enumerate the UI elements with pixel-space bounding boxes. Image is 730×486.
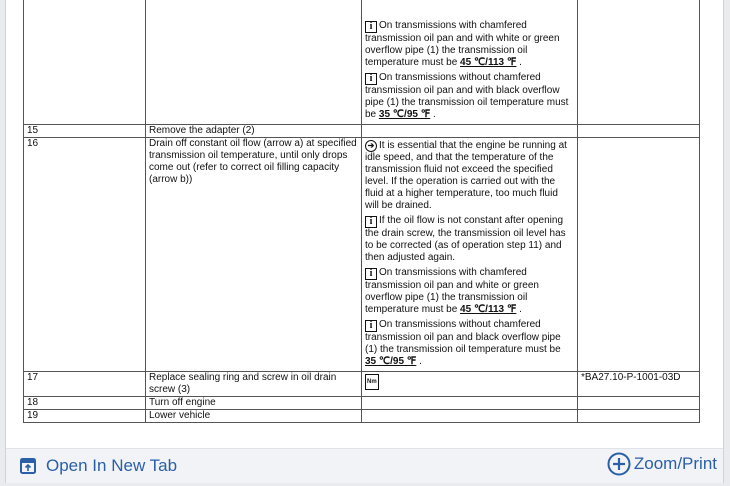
temperature-value[interactable]: 35 ℃/95 ℉	[365, 356, 417, 367]
zoom-print-button[interactable]	[607, 452, 717, 476]
note-text: It is essential that the engine be running at idle speed, and that the temperature of the transmission fluid not exceed the specified level. If the operation is carried out with the fluid at a higher temperature, too much fluid will be drained.	[365, 140, 567, 211]
note-text: On transmissions with chamfered transmission oil pan and with white or green overflow pipe (1) the transmission oil temperature must be	[365, 20, 560, 68]
note: i On transmissions without chamfered transmission oil pan and black overflow pipe (1) the transmission oil temperature must be 35 ℃/95 ℉ .	[365, 319, 561, 367]
open-in-new-tab-link[interactable]	[20, 456, 177, 476]
step-notes	[362, 125, 578, 138]
procedure-table	[23, 0, 700, 423]
zoom-print-label: Zoom/Print	[633, 454, 717, 473]
step-reference[interactable]	[578, 410, 700, 423]
step-action: Drain off constant oil flow (arrow a) at specified transmission oil temperature, until only drops come out (refer to correct oil filling capacity (arrow b))	[146, 138, 362, 372]
table-row	[24, 125, 700, 138]
step-notes	[362, 138, 578, 372]
temperature-value[interactable]: 35 ℃/95 ℉	[378, 109, 431, 120]
table-row	[24, 138, 700, 372]
step-notes	[362, 372, 578, 397]
note	[365, 140, 574, 212]
step-reference[interactable]	[578, 138, 700, 372]
step-action: Replace sealing ring and screw in oil drain screw (3)	[146, 372, 362, 397]
note-text: On transmissions without chamfered transmission oil pan and with black overflow pipe (1) the transmission oil temperature must be	[365, 72, 569, 120]
step-reference[interactable]: *BA27.10-P-1001-03D	[578, 372, 700, 397]
step-number: 15	[24, 125, 146, 138]
step-number: 18	[24, 397, 146, 410]
step-reference[interactable]	[578, 0, 700, 125]
temperature-value[interactable]: 45 ℃/113 ℉	[460, 57, 517, 68]
step-number: 17	[24, 372, 146, 397]
open-new-tab-icon	[20, 458, 36, 474]
note-text: On transmissions without chamfered transmission oil pan and black overflow pipe (1) the transmission oil temperature must be	[365, 319, 561, 355]
open-in-new-tab-label: Open In New Tab	[46, 456, 178, 475]
note: i On transmissions with chamfered transmission oil pan and white or green overflow pipe (1) the transmission oil temperature must be 45 ℃/113 ℉ .	[365, 267, 539, 315]
info-icon: i	[365, 320, 377, 332]
step-action	[146, 0, 362, 125]
info-icon: i	[365, 268, 377, 280]
step-notes	[362, 410, 578, 423]
table-row	[24, 0, 700, 125]
note	[365, 215, 574, 264]
torque-icon[interactable]: Nm	[365, 374, 379, 390]
step-number: 16	[24, 138, 146, 372]
step-action: Lower vehicle	[146, 410, 362, 423]
footer-bar	[6, 448, 723, 483]
step-action: Remove the adapter (2)	[146, 125, 362, 138]
temperature-value[interactable]: 45 ℃/113 ℉	[460, 304, 517, 315]
plus-circle-icon	[607, 452, 631, 476]
note-text: If the oil flow is not constant after opening the drain screw, the transmission oil level has to be corrected (as of operation step 11) and then adjusted again.	[365, 215, 566, 263]
table-row	[24, 410, 700, 423]
table-row	[24, 372, 700, 397]
step-action: Turn off engine	[146, 397, 362, 410]
info-icon: i	[365, 216, 377, 228]
caution-icon: ➔	[365, 140, 377, 152]
table-row	[24, 397, 700, 410]
note-text: On transmissions with chamfered transmission oil pan and white or green overflow pipe (1) the transmission oil temperature must be	[365, 267, 539, 315]
info-icon: i	[365, 21, 377, 33]
step-number	[24, 0, 146, 125]
step-reference[interactable]	[578, 125, 700, 138]
step-reference[interactable]	[578, 397, 700, 410]
note: i On transmissions with chamfered transmission oil pan and with white or green overflow pipe (1) the transmission oil temperature must be 45 ℃/113 ℉ .	[365, 20, 560, 68]
info-icon: i	[365, 73, 377, 85]
step-number: 19	[24, 410, 146, 423]
step-notes	[362, 0, 578, 125]
step-notes	[362, 397, 578, 410]
note: i On transmissions without chamfered transmission oil pan and with black overflow pipe (1) the transmission oil temperature must be 35 ℃/95 ℉ .	[365, 72, 569, 120]
document-frame	[5, 0, 724, 483]
